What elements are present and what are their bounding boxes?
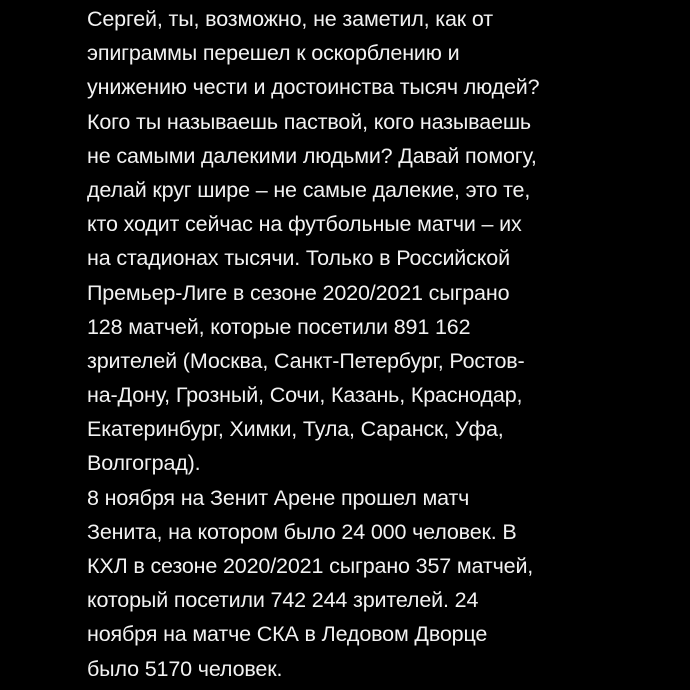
text-line: кто ходит сейчас на футбольные матчи – их — [87, 212, 522, 237]
text-line: Зенита, на котором было 24 000 человек. В — [87, 519, 517, 544]
text-line: Екатеринбург, Химки, Тула, Саранск, Уфа, — [87, 417, 504, 442]
text-line: 8 ноября на Зенит Арене прошел матч — [87, 485, 470, 510]
text-line: 128 матчей, которые посетили 891 162 — [87, 314, 471, 339]
text-line: на-Дону, Грозный, Сочи, Казань, Краснодар, — [87, 383, 523, 408]
text-line: не самыми далекими людьми? Давай помогу, — [87, 143, 537, 168]
text-line: эпиграммы перешел к оскорблению и — [87, 41, 460, 66]
text-line: зрителей (Москва, Санкт-Петербург, Ростов- — [87, 348, 525, 373]
text-line: Премьер-Лиге в сезоне 2020/2021 сыграно — [87, 280, 510, 305]
post-text-block — [87, 2, 677, 686]
text-line: делай круг шире – не самые далекие, это те, — [87, 177, 531, 202]
text-line: было 5170 человек. — [87, 656, 283, 681]
text-line: на стадионах тысячи. Только в Российской — [87, 246, 510, 271]
text-line: Кого ты называешь паствой, кого называешь — [87, 109, 531, 134]
text-line: КХЛ в сезоне 2020/2021 сыграно 357 матчей, — [87, 554, 534, 578]
text-line: Волгоград). — [87, 451, 201, 476]
text-line: Сергей, ты, возможно, не заметил, как от — [87, 7, 493, 31]
text-line: который посетили 742 244 зрителей. 24 — [87, 588, 479, 613]
text-line: ноября на матче СКА в Ледовом Дворце — [87, 622, 488, 647]
text-line: унижению чести и достоинства тысяч людей? — [87, 75, 540, 100]
